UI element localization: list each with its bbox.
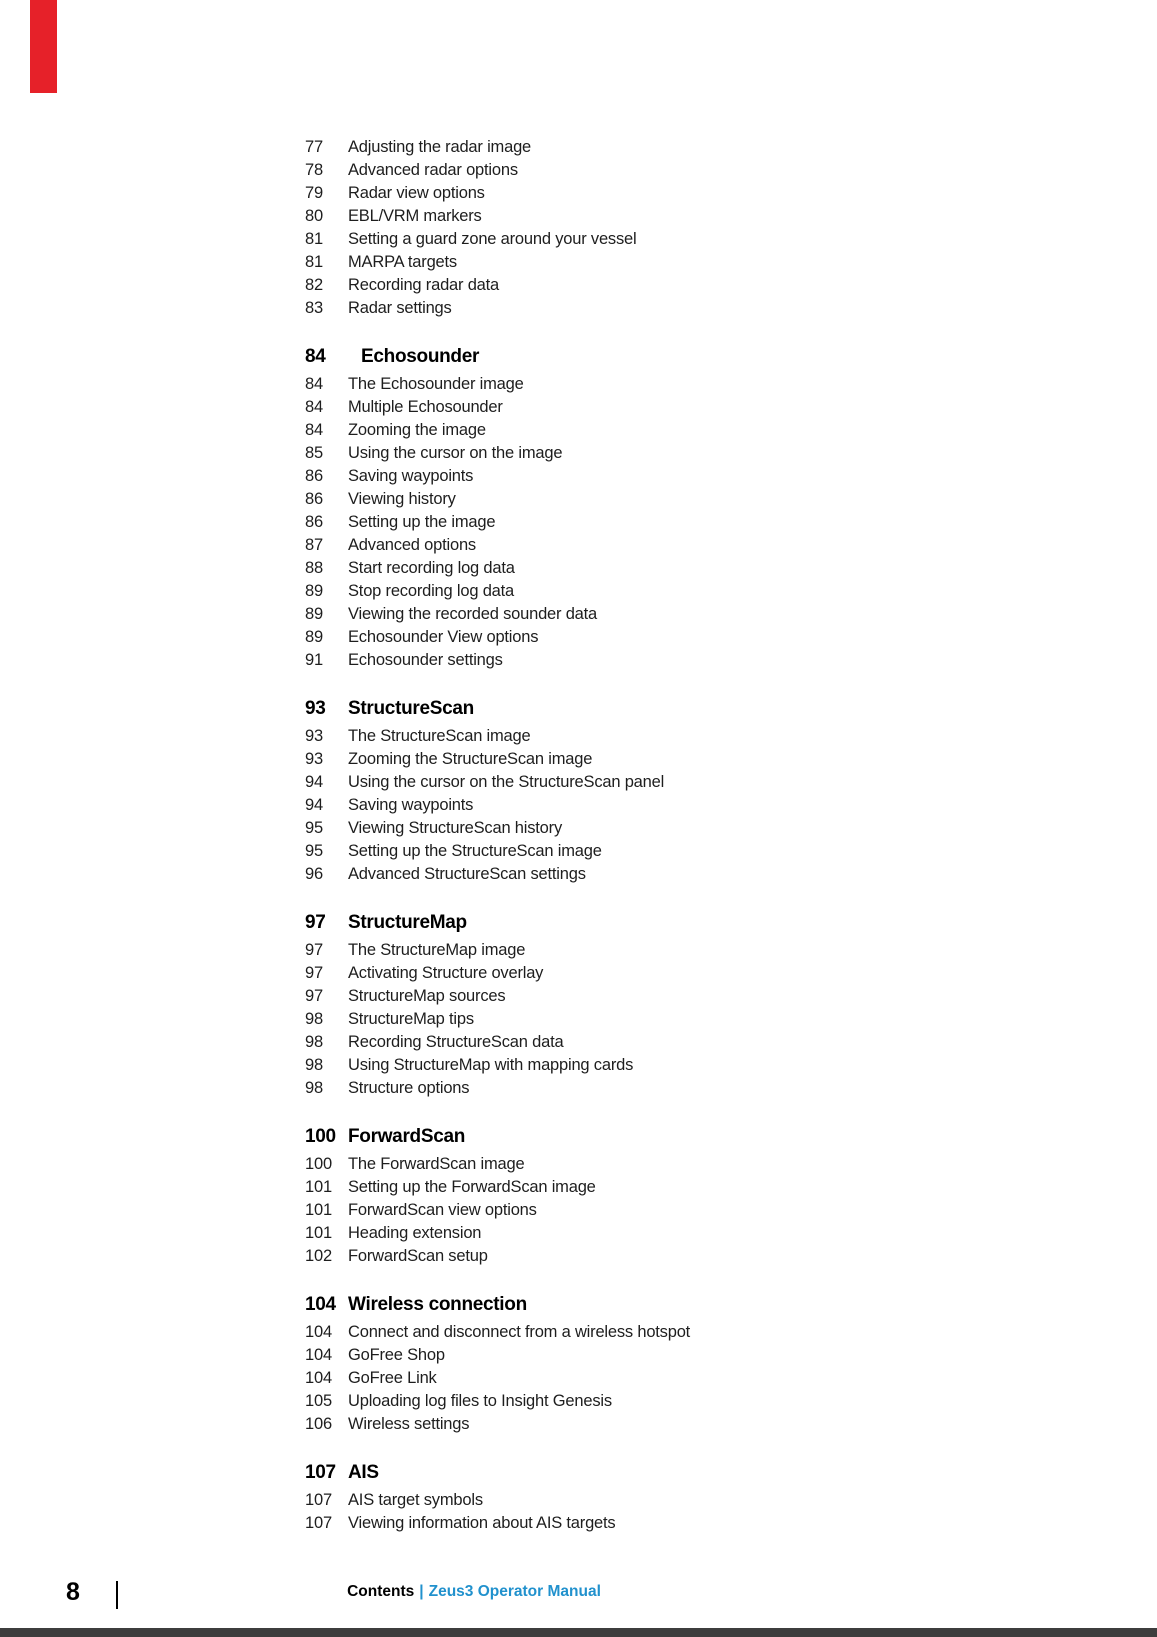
toc-section-ais: [305, 1458, 945, 1535]
toc-entry-label: Advanced options: [348, 536, 476, 554]
toc-entry-page-number: 93: [305, 727, 323, 745]
toc-entry[interactable]: [305, 419, 945, 442]
toc-section-page-number: 107: [305, 1462, 336, 1483]
toc-entry-label: Advanced radar options: [348, 161, 518, 179]
toc-entry[interactable]: [305, 1222, 945, 1245]
toc-entry-label: ForwardScan view options: [348, 1201, 537, 1219]
toc-entry-label: Setting up the image: [348, 513, 496, 531]
toc-entry-page-number: 78: [305, 161, 323, 179]
toc-section-page-number: 104: [305, 1294, 336, 1315]
toc-entry[interactable]: [305, 748, 945, 771]
red-marker-bar: [30, 0, 57, 93]
toc-section-title: StructureScan: [348, 698, 474, 719]
toc-entry-label: Viewing StructureScan history: [348, 819, 563, 837]
toc-entry-label: Echosounder View options: [348, 628, 539, 646]
toc-entry-label: Echosounder settings: [348, 651, 503, 669]
toc-entry-page-number: 86: [305, 467, 323, 485]
toc-entry[interactable]: [305, 136, 945, 159]
toc-entry-page-number: 77: [305, 138, 323, 156]
toc-entry-page-number: 98: [305, 1033, 323, 1051]
footer-doc-title: Zeus3 Operator Manual: [428, 1583, 601, 1600]
toc-entry[interactable]: [305, 465, 945, 488]
toc-entry-label: Viewing the recorded sounder data: [348, 605, 598, 623]
toc-entry-page-number: 107: [305, 1491, 332, 1509]
toc-section-items: [305, 1153, 945, 1268]
toc-entry[interactable]: [305, 1245, 945, 1268]
toc-entry-label: Advanced StructureScan settings: [348, 865, 586, 883]
toc-entry-page-number: 104: [305, 1346, 332, 1364]
toc-entry-page-number: 95: [305, 842, 323, 860]
toc-entry-page-number: 83: [305, 299, 323, 317]
toc-entry-label: Zooming the image: [348, 421, 486, 439]
toc-entry-page-number: 88: [305, 559, 323, 577]
footer-section-label: Contents: [347, 1583, 415, 1600]
toc-entry[interactable]: [305, 1176, 945, 1199]
toc-entry-page-number: 93: [305, 750, 323, 768]
toc-entry[interactable]: [305, 228, 945, 251]
toc-section-items: [305, 373, 945, 672]
page-number: 8: [66, 1578, 80, 1606]
toc-entry[interactable]: [305, 511, 945, 534]
toc-entry[interactable]: [305, 251, 945, 274]
toc-entry-label: Connect and disconnect from a wireless hotspot: [348, 1323, 691, 1341]
toc-entry[interactable]: [305, 1344, 945, 1367]
toc-entry-label: Start recording log data: [348, 559, 515, 577]
toc-entry-page-number: 101: [305, 1224, 332, 1242]
toc-entry-label: Radar settings: [348, 299, 452, 317]
toc-entry-page-number: 95: [305, 819, 323, 837]
toc-section-title: AIS: [348, 1462, 379, 1483]
toc-section-heading[interactable]: [305, 342, 945, 371]
toc-entry[interactable]: [305, 794, 945, 817]
toc-entry-label: GoFree Shop: [348, 1346, 445, 1364]
toc-section-page-number: 93: [305, 698, 326, 719]
toc-entry-label: StructureMap tips: [348, 1010, 474, 1028]
toc-entry[interactable]: [305, 1153, 945, 1176]
toc-entry-page-number: 96: [305, 865, 323, 883]
toc-entry-label: GoFree Link: [348, 1369, 437, 1387]
toc-entry-label: MARPA targets: [348, 253, 457, 271]
toc-section-heading[interactable]: [305, 1290, 945, 1319]
toc-entry[interactable]: [305, 580, 945, 603]
toc-entry[interactable]: [305, 962, 945, 985]
toc-entry[interactable]: [305, 205, 945, 228]
toc-entry-label: Zooming the StructureScan image: [348, 750, 593, 768]
toc-entry-label: Viewing information about AIS targets: [348, 1514, 616, 1532]
toc-entry-label: Saving waypoints: [348, 796, 474, 814]
toc-entry-label: Using StructureMap with mapping cards: [348, 1056, 634, 1074]
toc-entry[interactable]: [305, 182, 945, 205]
toc-entry-page-number: 81: [305, 230, 323, 248]
toc-entry[interactable]: [305, 1031, 945, 1054]
toc-entry[interactable]: [305, 1199, 945, 1222]
toc-entry[interactable]: [305, 939, 945, 962]
toc-section-title: StructureMap: [348, 912, 467, 933]
toc-entry-page-number: 98: [305, 1010, 323, 1028]
toc-entry-page-number: 82: [305, 276, 323, 294]
toc-entry-label: Recording StructureScan data: [348, 1033, 564, 1051]
toc-entry-page-number: 87: [305, 536, 323, 554]
toc-section-echosounder: [305, 342, 945, 672]
toc-entry[interactable]: [305, 817, 945, 840]
toc-section-structuremap: [305, 908, 945, 1100]
toc-entry-label: StructureMap sources: [348, 987, 506, 1005]
toc-entry-label: AIS target symbols: [348, 1491, 483, 1509]
toc-entry[interactable]: [305, 297, 945, 320]
toc-entry-page-number: 86: [305, 490, 323, 508]
toc-section-heading[interactable]: [305, 1458, 945, 1487]
toc-entry-label: Uploading log files to Insight Genesis: [348, 1392, 612, 1410]
toc-entry[interactable]: [305, 840, 945, 863]
toc-entry-label: The Echosounder image: [348, 375, 524, 393]
toc-entry-page-number: 97: [305, 964, 323, 982]
toc-entry-page-number: 105: [305, 1392, 332, 1410]
toc-entry-label: Setting a guard zone around your vessel: [348, 230, 637, 248]
toc-entry-page-number: 101: [305, 1201, 332, 1219]
toc-entry-label: Using the cursor on the image: [348, 444, 563, 462]
toc-entry-page-number: 104: [305, 1369, 332, 1387]
toc-entry[interactable]: [305, 1512, 945, 1535]
toc-entry-page-number: 84: [305, 375, 323, 393]
toc-entry[interactable]: [305, 1390, 945, 1413]
toc-entry[interactable]: [305, 442, 945, 465]
toc-entry-page-number: 81: [305, 253, 323, 271]
toc-entry-page-number: 97: [305, 941, 323, 959]
toc-entry[interactable]: [305, 159, 945, 182]
toc-entry-label: Wireless settings: [348, 1415, 470, 1433]
toc-entry-label: Setting up the ForwardScan image: [348, 1178, 596, 1196]
toc-entry-label: Multiple Echosounder: [348, 398, 503, 416]
bottom-edge-bar: [0, 1628, 1157, 1637]
toc-entry-label: Radar view options: [348, 184, 485, 202]
toc-entry[interactable]: [305, 557, 945, 580]
toc-section-page-number: 84: [305, 346, 326, 367]
toc-entry-page-number: 84: [305, 421, 323, 439]
toc-section-items: [305, 725, 945, 886]
toc-entry-label: Viewing history: [348, 490, 456, 508]
toc-entry-label: Activating Structure overlay: [348, 964, 544, 982]
toc-entry-page-number: 98: [305, 1079, 323, 1097]
toc-entry-label: Adjusting the radar image: [348, 138, 532, 156]
toc-entry-label: Using the cursor on the StructureScan panel: [348, 773, 665, 791]
toc-entry[interactable]: [305, 649, 945, 672]
toc-entry-page-number: 97: [305, 987, 323, 1005]
toc-entry-page-number: 94: [305, 796, 323, 814]
toc-section-structurescan: [305, 694, 945, 886]
toc-section-items: [305, 939, 945, 1100]
toc-entry[interactable]: [305, 1321, 945, 1344]
toc-section-forwardscan: [305, 1122, 945, 1268]
toc-section-page-number: 100: [305, 1126, 336, 1147]
toc-entry-label: The ForwardScan image: [348, 1155, 525, 1173]
toc-entry-page-number: 94: [305, 773, 323, 791]
toc-section-items: [305, 1321, 945, 1436]
toc-entry-page-number: 80: [305, 207, 323, 225]
toc-section-heading[interactable]: [305, 1122, 945, 1151]
toc-entry-page-number: 79: [305, 184, 323, 202]
toc-entry-page-number: 86: [305, 513, 323, 531]
toc-entry-label: Stop recording log data: [348, 582, 515, 600]
footer-separator: |: [419, 1583, 424, 1600]
toc-section-title: Echosounder: [361, 346, 480, 367]
footer-divider: [116, 1581, 118, 1609]
toc-entry-label: EBL/VRM markers: [348, 207, 482, 225]
toc-entry-page-number: 89: [305, 605, 323, 623]
toc-entry-label: Heading extension: [348, 1224, 482, 1242]
toc-entry[interactable]: [305, 771, 945, 794]
toc-entry-page-number: 91: [305, 651, 323, 669]
toc-entry-label: ForwardScan setup: [348, 1247, 488, 1265]
toc-entry[interactable]: [305, 396, 945, 419]
toc-entry[interactable]: [305, 1008, 945, 1031]
toc-section-heading[interactable]: [305, 694, 945, 723]
toc-entry[interactable]: [305, 603, 945, 626]
toc-entry-page-number: 100: [305, 1155, 332, 1173]
toc-entry[interactable]: [305, 626, 945, 649]
toc-entry-page-number: 107: [305, 1514, 332, 1532]
toc-entry-page-number: 89: [305, 582, 323, 600]
toc-section-items: [305, 1489, 945, 1535]
toc-entry[interactable]: [305, 1413, 945, 1436]
toc-entry[interactable]: [305, 1489, 945, 1512]
toc-section-wireless: [305, 1290, 945, 1436]
toc-entry-label: Structure options: [348, 1079, 470, 1097]
toc-entry-label: The StructureScan image: [348, 727, 531, 745]
toc-entry[interactable]: [305, 1367, 945, 1390]
toc-entry-label: The StructureMap image: [348, 941, 526, 959]
toc-entry[interactable]: [305, 863, 945, 886]
toc-entry[interactable]: [305, 1077, 945, 1100]
toc-entry-label: Setting up the StructureScan image: [348, 842, 602, 860]
toc-continuation-items: [305, 136, 945, 320]
toc-entry[interactable]: [305, 725, 945, 748]
toc-sections: [305, 342, 945, 1535]
toc-entry-page-number: 89: [305, 628, 323, 646]
toc-entry-label: Recording radar data: [348, 276, 500, 294]
toc-entry[interactable]: [305, 985, 945, 1008]
toc-section-title: Wireless connection: [348, 1294, 527, 1315]
toc-section-title: ForwardScan: [348, 1126, 466, 1147]
toc-entry[interactable]: [305, 488, 945, 511]
table-of-contents: [305, 136, 945, 1535]
toc-entry-page-number: 98: [305, 1056, 323, 1074]
toc-entry[interactable]: [305, 373, 945, 396]
toc-entry-label: Saving waypoints: [348, 467, 474, 485]
toc-entry[interactable]: [305, 534, 945, 557]
toc-entry-page-number: 104: [305, 1323, 332, 1341]
toc-entry-page-number: 101: [305, 1178, 332, 1196]
toc-entry-page-number: 85: [305, 444, 323, 462]
toc-entry-page-number: 84: [305, 398, 323, 416]
toc-entry[interactable]: [305, 274, 945, 297]
footer-doc-info: [347, 1583, 601, 1601]
toc-section-page-number: 97: [305, 912, 326, 933]
toc-entry[interactable]: [305, 1054, 945, 1077]
toc-entry-page-number: 106: [305, 1415, 332, 1433]
toc-section-heading[interactable]: [305, 908, 945, 937]
toc-entry-page-number: 102: [305, 1247, 332, 1265]
